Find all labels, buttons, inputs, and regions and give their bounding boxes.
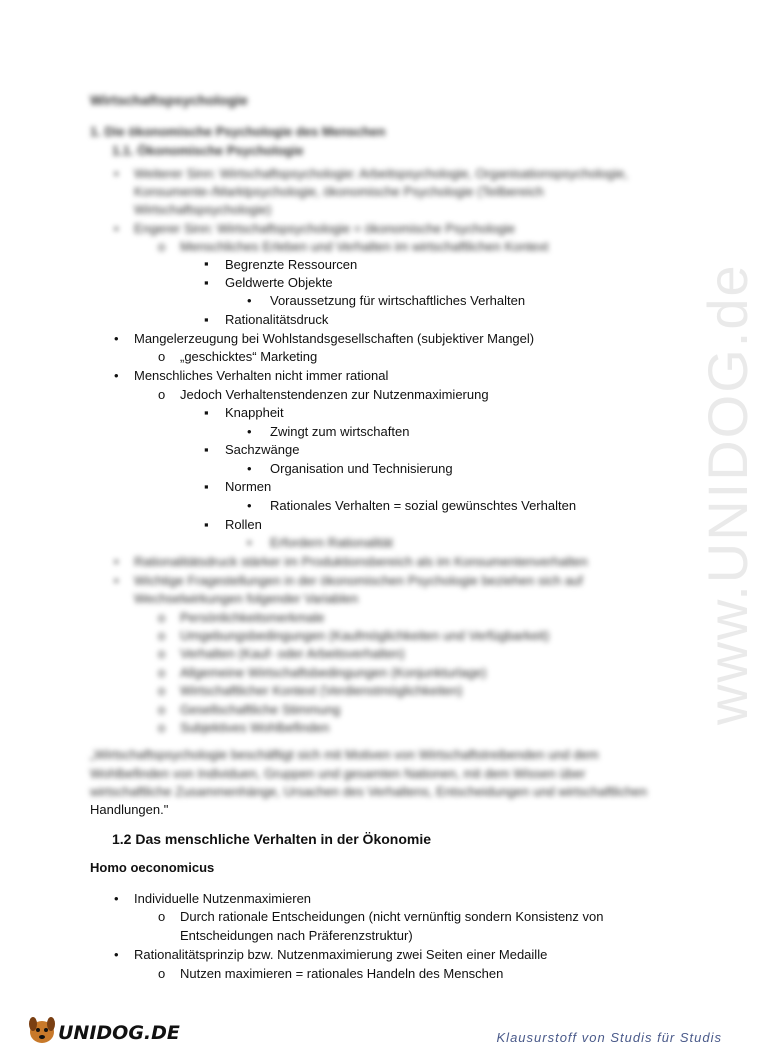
bullet-square: ▪ xyxy=(204,405,209,420)
bullet-circle: o xyxy=(158,387,166,402)
watermark-text: www.UNIDOG.de xyxy=(696,263,759,725)
bullet-dot: • xyxy=(247,535,252,550)
watermark xyxy=(650,263,770,730)
blurred-text: Allgemeine Wirtschaftsbedingungen (Konjunkturlage) xyxy=(180,665,487,680)
bullet-circle: o xyxy=(158,628,166,643)
list-item: Knappheit xyxy=(225,405,284,420)
list-item: Rationalitätsdruck xyxy=(225,312,329,327)
blurred-text: Engerer Sinn: Wirtschaftspsychologie = ökonomische Psychologie xyxy=(134,221,516,236)
list-item: Normen xyxy=(225,479,272,494)
subheading-homo: Homo oeconomicus xyxy=(90,860,215,875)
list-item: Rationales Verhalten = sozial gewünschtes Verhalten xyxy=(270,498,577,513)
bullet-circle: o xyxy=(158,683,166,698)
list-item: Durch rationale Entscheidungen (nicht vernünftig sondern Konsistenz von xyxy=(180,909,604,924)
bullet-circle: o xyxy=(158,665,166,680)
section-heading-1-2: 1.2 Das menschliche Verhalten in der Ökonomie xyxy=(112,831,432,847)
section-heading-1: 1. Die ökonomische Psychologie des Menschen xyxy=(90,124,386,139)
list-item: Menschliches Verhalten nicht immer rational xyxy=(134,368,389,383)
dog-logo-icon xyxy=(24,1012,60,1048)
blurred-text: Wechselwirkungen folgender Variablen xyxy=(134,591,359,606)
bullet-circle: o xyxy=(158,610,166,625)
bullet-square: ▪ xyxy=(204,312,209,327)
list-item: Begrenzte Ressourcen xyxy=(225,257,358,272)
bullet-circle: o xyxy=(158,349,166,364)
bullet-circle: o xyxy=(158,646,166,661)
list-item: Entscheidungen nach Präferenzstruktur) xyxy=(180,928,413,943)
bullet-square: ▪ xyxy=(204,442,209,457)
bullet-square: ▪ xyxy=(204,517,209,532)
blurred-text: Weiterer Sinn: Wirtschaftspsychologie: Arbeitspsychologie, Organisationspsychologie, xyxy=(134,166,628,181)
bullet-circle: o xyxy=(158,720,166,735)
blurred-text: Gesellschaftliche Stimmung xyxy=(180,702,341,717)
list-item: Sachzwänge xyxy=(225,442,300,457)
blurred-text: Menschliches Erleben und Verhalten im wirtschaftlichen Kontext xyxy=(180,239,549,254)
bullet-dot: • xyxy=(114,947,119,962)
blurred-text: Wirtschaftlicher Kontext (Verdienstmöglichkeiten) xyxy=(180,683,463,698)
list-item: Rationalitätsprinzip bzw. Nutzenmaximierung zwei Seiten einer Medaille xyxy=(134,947,548,962)
list-item: Mangelerzeugung bei Wohlstandsgesellschaften (subjektiver Mangel) xyxy=(134,331,535,346)
bullet-square: ▪ xyxy=(204,275,209,290)
bullet-dot: • xyxy=(114,573,119,588)
blurred-text: Konsumente-/Marktpsychologie, ökonomische Psychologie (Teilbereich xyxy=(134,184,544,199)
list-item: Zwingt zum wirtschaften xyxy=(270,424,410,439)
blurred-text: Umgebungsbedingungen (Kaufmöglichkeiten und Verfügbarkeit) xyxy=(180,628,550,643)
logo-text: UNIDOG.DE xyxy=(58,1022,180,1044)
bullet-dot: • xyxy=(114,331,119,346)
list-item: Nutzen maximieren = rationales Handeln des Menschen xyxy=(180,966,504,981)
footer-slogan: Klausurstoff von Studis für Studis xyxy=(496,1030,722,1045)
blurred-text: Wirtschaftspsychologie) xyxy=(134,202,272,217)
bullet-dot: • xyxy=(114,891,119,906)
list-item: Rollen xyxy=(225,517,262,532)
list-item: Jedoch Verhaltenstendenzen zur Nutzenmaximierung xyxy=(180,387,489,402)
list-item: Voraussetzung für wirtschaftliches Verhalten xyxy=(270,293,526,308)
blurred-quote: Wohlbefinden von Individuen, Gruppen und gesamten Nationen, mit dem Wissen über xyxy=(90,766,586,781)
bullet-dot: • xyxy=(247,293,252,308)
bullet-circle: o xyxy=(158,909,166,924)
bullet-square: ▪ xyxy=(204,256,209,271)
blurred-text: Subjektives Wohlbefinden xyxy=(180,720,330,735)
bullet-dot: • xyxy=(114,166,119,181)
list-item: „geschicktes“ Marketing xyxy=(180,349,318,364)
bullet-dot: • xyxy=(247,498,252,513)
blurred-text: Verhalten (Kauf- oder Arbeitsverhalten) xyxy=(180,646,405,661)
bullet-square: ▪ xyxy=(204,479,209,494)
bullet-circle: o xyxy=(158,702,166,717)
bullet-dot: • xyxy=(114,554,119,569)
blurred-text: Erfordern Rationalität xyxy=(270,535,393,550)
bullet-dot: • xyxy=(114,221,119,236)
bullet-dot: • xyxy=(247,424,252,439)
bullet-dot: • xyxy=(247,461,252,476)
section-heading-1-1: 1.1. Ökonomische Psychologie xyxy=(112,143,304,158)
bullet-circle: o xyxy=(158,239,166,254)
list-item: Individuelle Nutzenmaximieren xyxy=(134,891,312,906)
blurred-quote: „Wirtschaftspsychologie beschäftigt sich mit Motiven von Wirtschaftstreibenden und dem xyxy=(90,747,599,762)
blurred-quote: wirtschaftliche Zusammenhänge, Ursachen des Verhaltens, Entscheidungen und wirtschaftlichen xyxy=(90,784,648,799)
document-title: Wirtschaftspsychologie xyxy=(90,92,248,108)
bullet-dot: • xyxy=(114,368,119,383)
list-item: Organisation und Technisierung xyxy=(270,461,453,476)
blurred-text: Persönlichkeitsmerkmale xyxy=(180,610,325,625)
list-item: Geldwerte Objekte xyxy=(225,275,333,290)
quote-end: Handlungen." xyxy=(90,802,169,817)
blurred-text: Wichtige Fragestellungen in der ökonomischen Psychologie beziehen sich auf xyxy=(134,573,583,588)
blurred-text: Rationalitätsdruck stärker im Produktionsbereich als im Konsumentenverhalten xyxy=(134,554,588,569)
bullet-circle: o xyxy=(158,966,166,981)
